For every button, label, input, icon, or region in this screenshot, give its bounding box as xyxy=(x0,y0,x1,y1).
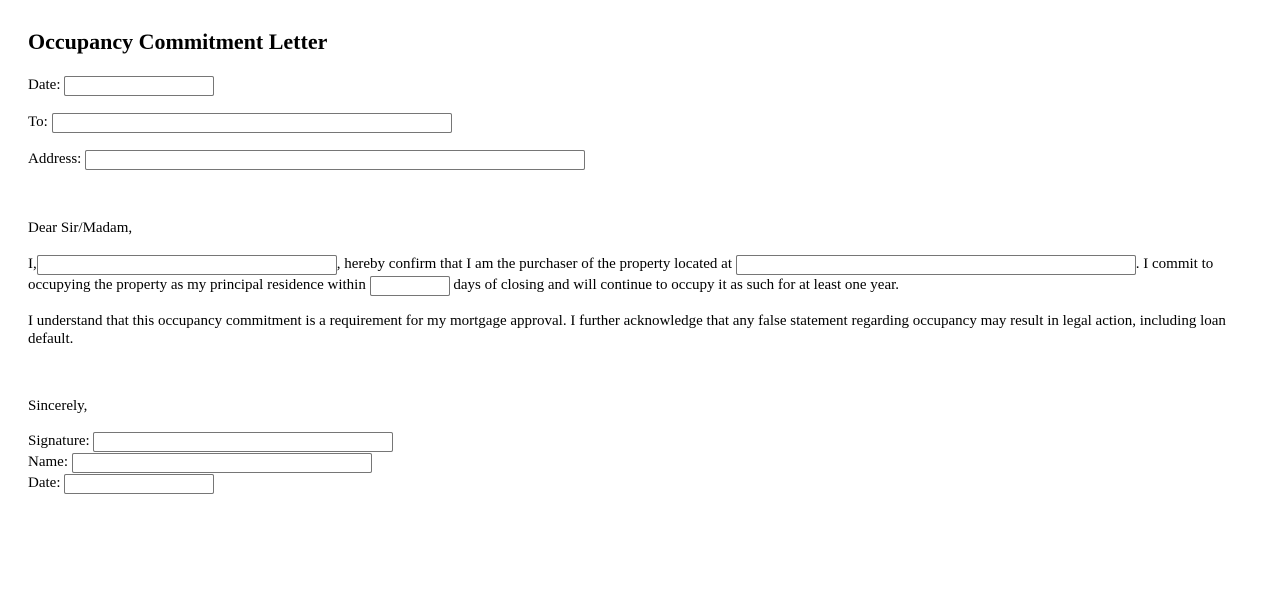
date-input[interactable] xyxy=(64,76,214,96)
to-input[interactable] xyxy=(52,113,452,133)
name-input[interactable] xyxy=(72,453,372,473)
signature-row xyxy=(28,431,393,452)
paragraph-suffix: days of closing and will continue to occupy it as such for at least one year. xyxy=(453,277,900,293)
signature-block xyxy=(28,431,393,494)
property-address-input[interactable] xyxy=(736,255,1136,275)
address-input[interactable] xyxy=(85,150,585,170)
days-input[interactable] xyxy=(370,276,450,296)
signature-label: Signature: xyxy=(28,433,90,449)
name-row xyxy=(28,452,393,473)
salutation: Dear Sir/Madam, xyxy=(28,220,133,236)
commitment-paragraph xyxy=(28,254,1252,296)
address-label: Address: xyxy=(28,151,82,167)
name-label: Name: xyxy=(28,454,68,470)
date-label: Date: xyxy=(28,77,61,93)
acknowledgement-paragraph: I understand that this occupancy commitment is a requirement for my mortgage approval. I further acknowledge that any false statement regarding occupancy may result in legal action, including loan default. xyxy=(28,313,1226,347)
page-title: Occupancy Commitment Letter xyxy=(28,29,328,54)
paragraph-after-property: . I commit to occupying the property as my principal residence within xyxy=(28,256,1214,293)
address-field-row xyxy=(28,149,585,170)
to-field-row xyxy=(28,112,452,133)
signature-date-row xyxy=(28,473,393,494)
closing: Sincerely, xyxy=(28,398,88,414)
to-label: To: xyxy=(28,114,48,130)
signature-input[interactable] xyxy=(93,432,393,452)
purchaser-name-input[interactable] xyxy=(37,255,337,275)
signature-date-label: Date: xyxy=(28,475,61,491)
date-field-row xyxy=(28,75,214,96)
paragraph-prefix: I, xyxy=(28,256,37,272)
paragraph-middle: , hereby confirm that I am the purchaser of the property located at xyxy=(336,256,733,272)
signature-date-input[interactable] xyxy=(64,474,214,494)
